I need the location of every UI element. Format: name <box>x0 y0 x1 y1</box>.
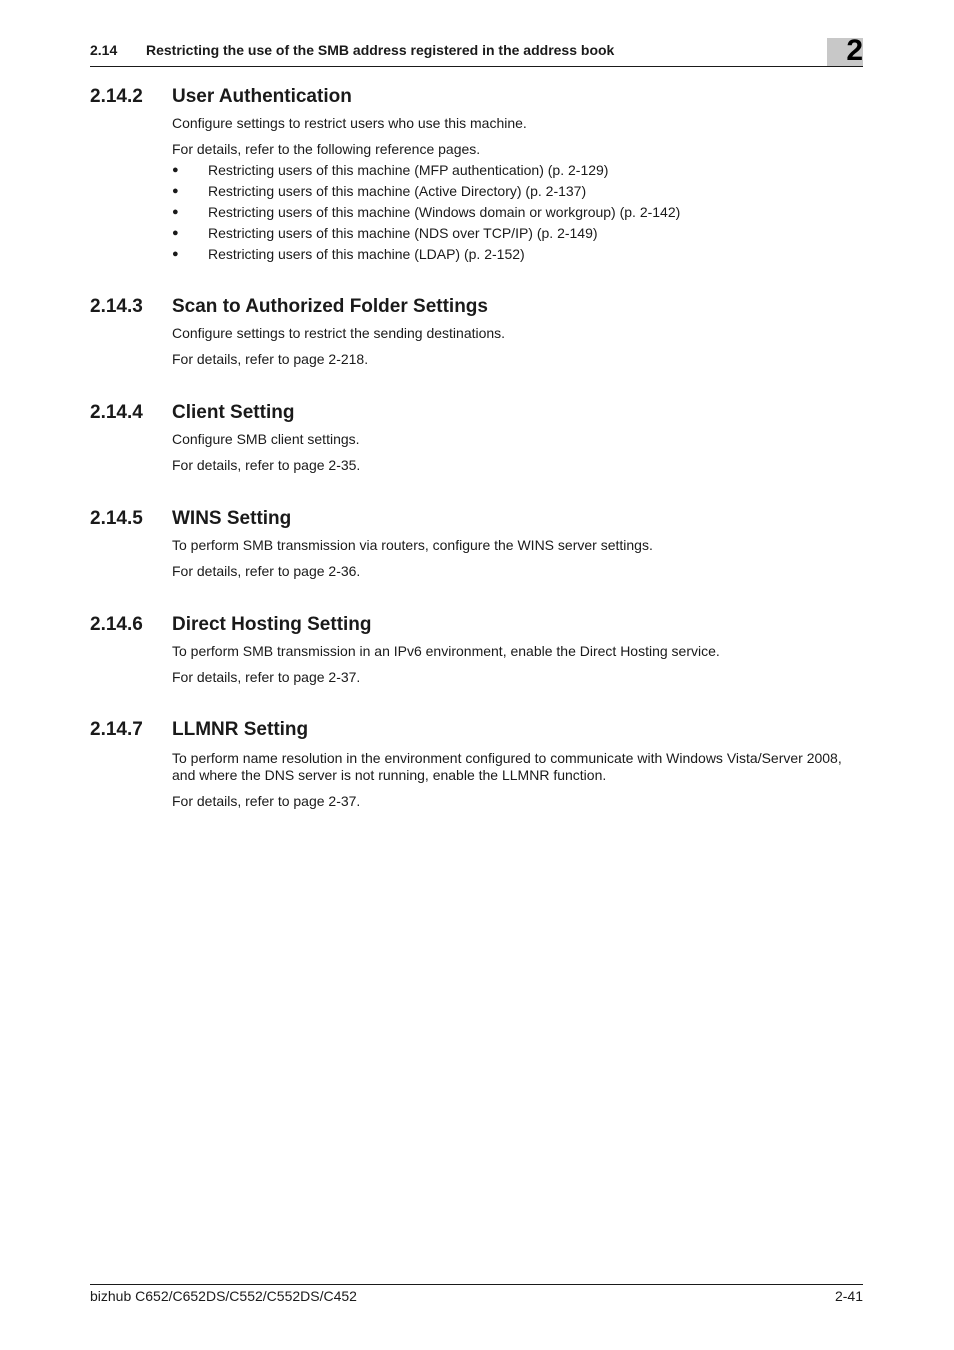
paragraph: To perform SMB transmission via routers, configure the WINS server settings. <box>172 537 653 553</box>
list-item <box>90 162 863 183</box>
section-title: WINS Setting <box>172 508 292 529</box>
bullet-icon: ● <box>172 164 179 176</box>
paragraph: For details, refer to page 2-37. <box>172 669 361 685</box>
section-llmnr-setting <box>90 719 863 810</box>
section-number: 2.14.3 <box>90 296 143 317</box>
section-number: 2.14.6 <box>90 614 143 635</box>
list-item <box>90 204 863 225</box>
section-title: Direct Hosting Setting <box>172 614 372 635</box>
section-heading <box>90 402 863 426</box>
section-direct-hosting-setting <box>90 614 863 686</box>
chapter-number: 2 <box>846 34 863 67</box>
list-item <box>90 183 863 204</box>
paragraph: Configure SMB client settings. <box>172 431 360 447</box>
bullet-icon: ● <box>172 206 179 218</box>
paragraph: For details, refer to page 2-37. <box>172 793 361 809</box>
list-item <box>90 225 863 246</box>
section-user-authentication <box>90 86 863 267</box>
running-header <box>90 34 863 67</box>
section-number: 2.14.7 <box>90 719 143 740</box>
section-number: 2.14.4 <box>90 402 143 423</box>
paragraph: Configure settings to restrict the sending destinations. <box>172 325 506 341</box>
paragraph: For details, refer to the following reference pages. <box>172 141 481 157</box>
paragraph: For details, refer to page 2-218. <box>172 351 369 367</box>
paragraph: For details, refer to page 2-35. <box>172 457 361 473</box>
section-scan-to-authorized-folder <box>90 296 863 368</box>
paragraph: Configure settings to restrict users who use this machine. <box>172 115 527 131</box>
paragraph: For details, refer to page 2-36. <box>172 563 361 579</box>
bullet-icon: ● <box>172 248 179 260</box>
paragraph: To perform SMB transmission in an IPv6 environment, enable the Direct Hosting service. <box>172 643 720 659</box>
section-heading <box>90 614 863 638</box>
bullet-icon: ● <box>172 185 179 197</box>
paragraph: To perform name resolution in the environment configured to communicate with Windows Vista/Server 2008, and where the DNS server is not running, enable the LLMNR function. <box>172 750 842 783</box>
section-heading <box>90 719 863 743</box>
list-item <box>90 246 863 267</box>
section-title: LLMNR Setting <box>172 719 309 740</box>
header-title: Restricting the use of the SMB address registered in the address book <box>146 42 615 58</box>
header-section-number: 2.14 <box>90 42 118 58</box>
reference-list <box>90 162 863 267</box>
list-item-text: Restricting users of this machine (Windows domain or workgroup) (p. 2-142) <box>208 204 681 220</box>
bullet-icon: ● <box>172 227 179 239</box>
section-title: Client Setting <box>172 402 295 423</box>
section-wins-setting <box>90 508 863 580</box>
list-item-text: Restricting users of this machine (Active Directory) (p. 2-137) <box>208 183 587 199</box>
section-heading <box>90 296 863 320</box>
section-heading <box>90 508 863 532</box>
section-number: 2.14.2 <box>90 86 143 107</box>
list-item-text: Restricting users of this machine (LDAP) (p. 2-152) <box>208 246 525 262</box>
section-title: User Authentication <box>172 86 352 107</box>
section-heading <box>90 86 863 110</box>
list-item-text: Restricting users of this machine (NDS over TCP/IP) (p. 2-149) <box>208 225 598 241</box>
list-item-text: Restricting users of this machine (MFP authentication) (p. 2-129) <box>208 162 609 178</box>
section-number: 2.14.5 <box>90 508 143 529</box>
footer-page-number: 2-41 <box>834 1288 863 1304</box>
footer-product: bizhub C652/C652DS/C552/C552DS/C452 <box>90 1288 357 1304</box>
section-title: Scan to Authorized Folder Settings <box>172 296 488 317</box>
section-client-setting <box>90 402 863 474</box>
page-footer <box>90 1284 863 1304</box>
